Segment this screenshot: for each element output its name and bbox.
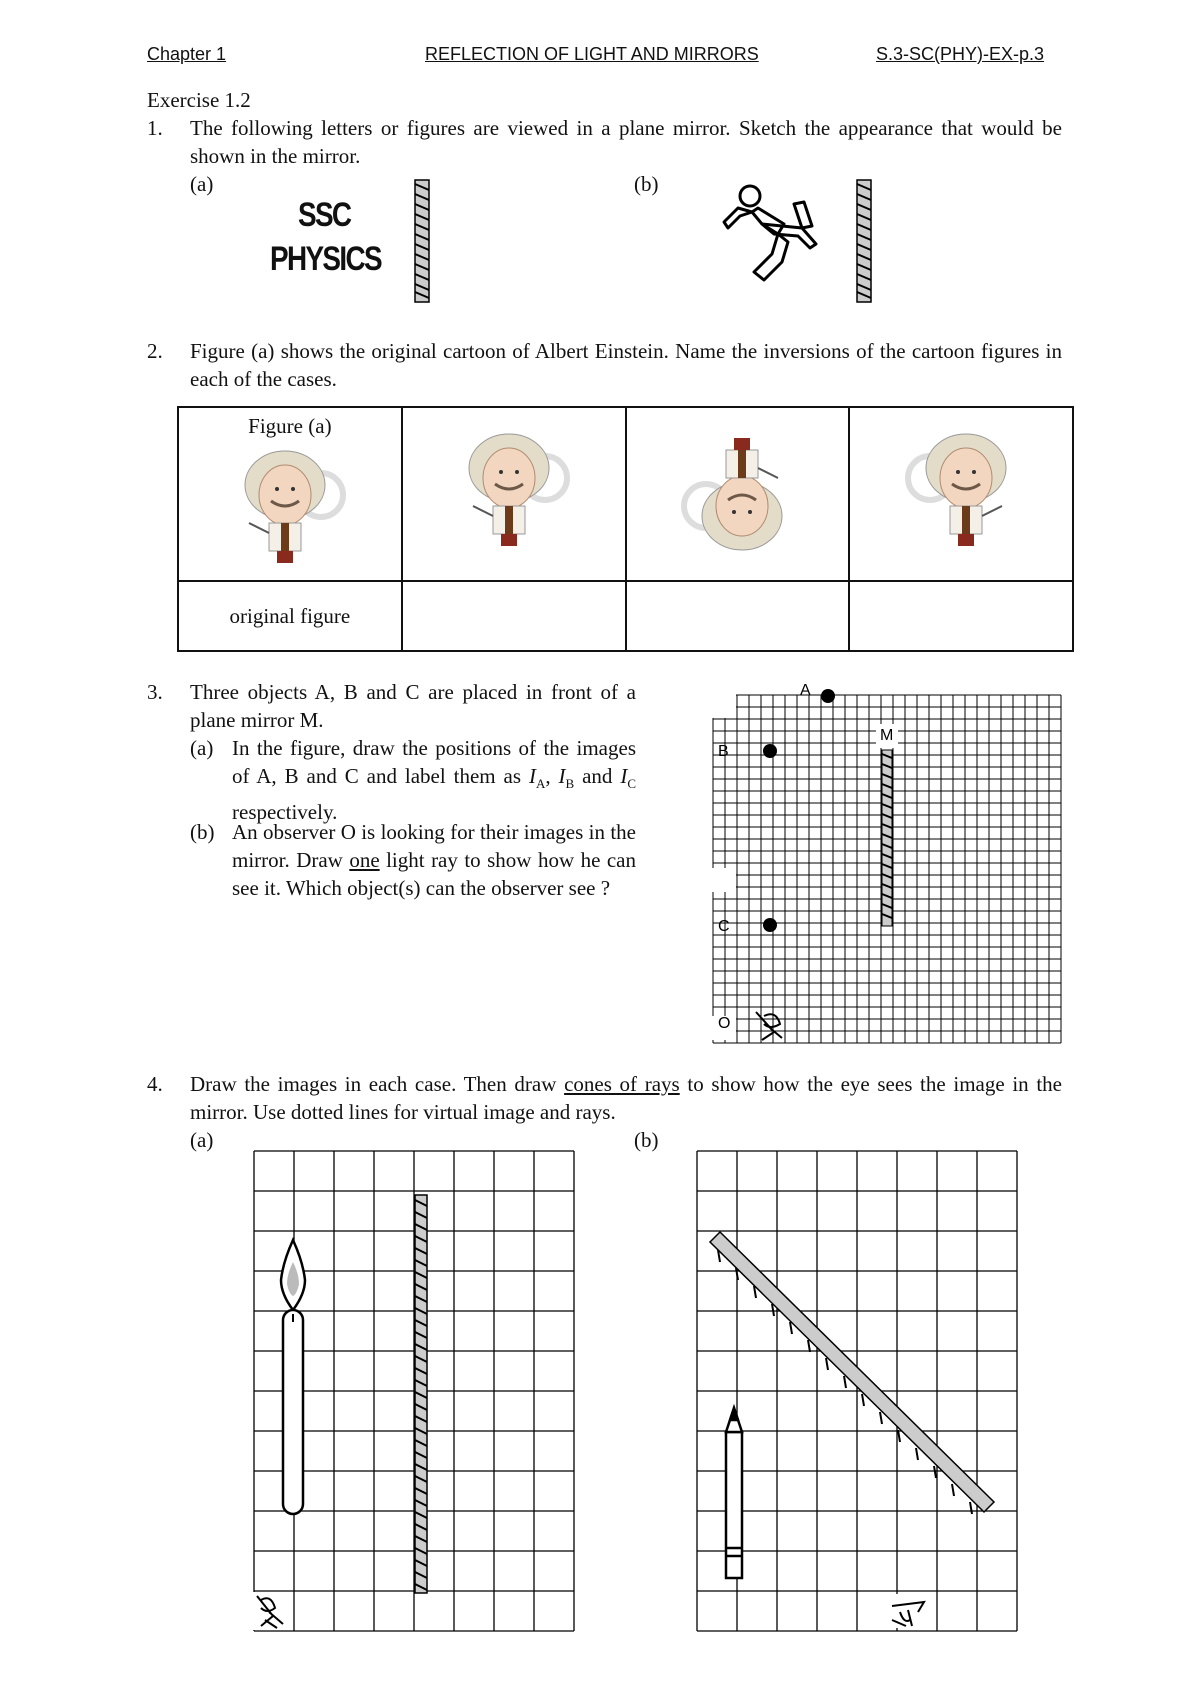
running-man-figure (722, 182, 832, 294)
label-b: B (718, 743, 729, 760)
pencil-figure (726, 1408, 742, 1578)
einstein-figure-2 (459, 422, 569, 562)
q1-number: 1. (147, 116, 163, 140)
q3-a-text: In the figure, draw the positions of the images of A, B and C and label them as $I_A$, $I_B$ and $I_C$ respectively. (232, 736, 636, 825)
einstein-figure-upside-down (682, 422, 792, 562)
figure-a-label: Figure (a) (248, 414, 332, 438)
q4a-mirror (415, 1195, 427, 1593)
q1-text: The following letters or figures are viewed in a plane mirror. Sketch the appearance that would be shown in the mirror. (190, 116, 1062, 168)
candle-figure (281, 1240, 305, 1514)
q4-number: 4. (147, 1072, 163, 1096)
q3-b-label: (b) (190, 820, 215, 844)
q1-part-b: (b) (634, 172, 659, 196)
q3-text: Three objects A, B and C are placed in front of a plane mirror M. (190, 680, 636, 732)
row2-cell-2[interactable] (402, 581, 626, 651)
q3-grid-overlay (700, 680, 1080, 1060)
q2-number: 2. (147, 339, 163, 363)
einstein-cell-2 (402, 407, 626, 581)
q4b-eye-icon (884, 1594, 928, 1628)
einstein-cell-3 (626, 407, 850, 581)
q3-b-text: An observer O is looking for their images in the mirror. Draw one light ray to show how he can see it. Which object(s) can the observer see ? (232, 820, 636, 900)
q3-number: 3. (147, 680, 163, 704)
einstein-table (177, 406, 1074, 652)
object-a (821, 689, 835, 703)
q3-a-label: (a) (190, 736, 214, 760)
einstein-cell-4 (849, 407, 1073, 581)
q1-word-physics: PHYSICS (270, 240, 381, 278)
einstein-figure-mirrored (906, 422, 1016, 562)
q1a-mirror (413, 180, 433, 304)
label-c: C (718, 918, 730, 935)
q1-part-a: (a) (190, 172, 214, 196)
label-a: A (800, 682, 811, 699)
row2-cell-4[interactable] (849, 581, 1073, 651)
q1b-mirror (855, 180, 875, 304)
label-o: O (718, 1015, 731, 1032)
einstein-original-figure (235, 439, 345, 569)
header-code: S.3-SC(PHY)-EX-p.3 (876, 44, 1045, 64)
label-m: M (880, 727, 894, 744)
object-b (763, 744, 777, 758)
q4a-eye-icon (253, 1592, 291, 1630)
observer-eye-icon (756, 1012, 782, 1040)
q4-text: Draw the images in each case. Then draw cones of rays to show how the eye sees the image in the mirror. Use dotted lines for virtual image and rays. (190, 1072, 1062, 1124)
q4-part-b: (b) (634, 1128, 659, 1152)
q4b-mirror (710, 1232, 994, 1514)
row2-cell-1: original figure (178, 581, 402, 651)
row2-cell-3[interactable] (626, 581, 850, 651)
q3-b-underline: one (349, 848, 380, 872)
q1-word-ssc: SSC (298, 196, 351, 234)
q4a-overlay (253, 1150, 593, 1650)
exercise-title: Exercise 1.2 (147, 88, 251, 112)
q4b-overlay (696, 1150, 1036, 1650)
q4-part-a: (a) (190, 1128, 214, 1152)
header-title: REFLECTION OF LIGHT AND MIRRORS (425, 44, 759, 64)
q2-text: Figure (a) shows the original cartoon of Albert Einstein. Name the inversions of the cartoon figures in each of the cases. (190, 339, 1062, 391)
einstein-cell-original (178, 407, 402, 581)
q4-underline: cones of rays (564, 1072, 680, 1096)
q3-mirror (882, 750, 892, 926)
object-c (763, 918, 777, 932)
header-chapter: Chapter 1 (147, 44, 227, 64)
